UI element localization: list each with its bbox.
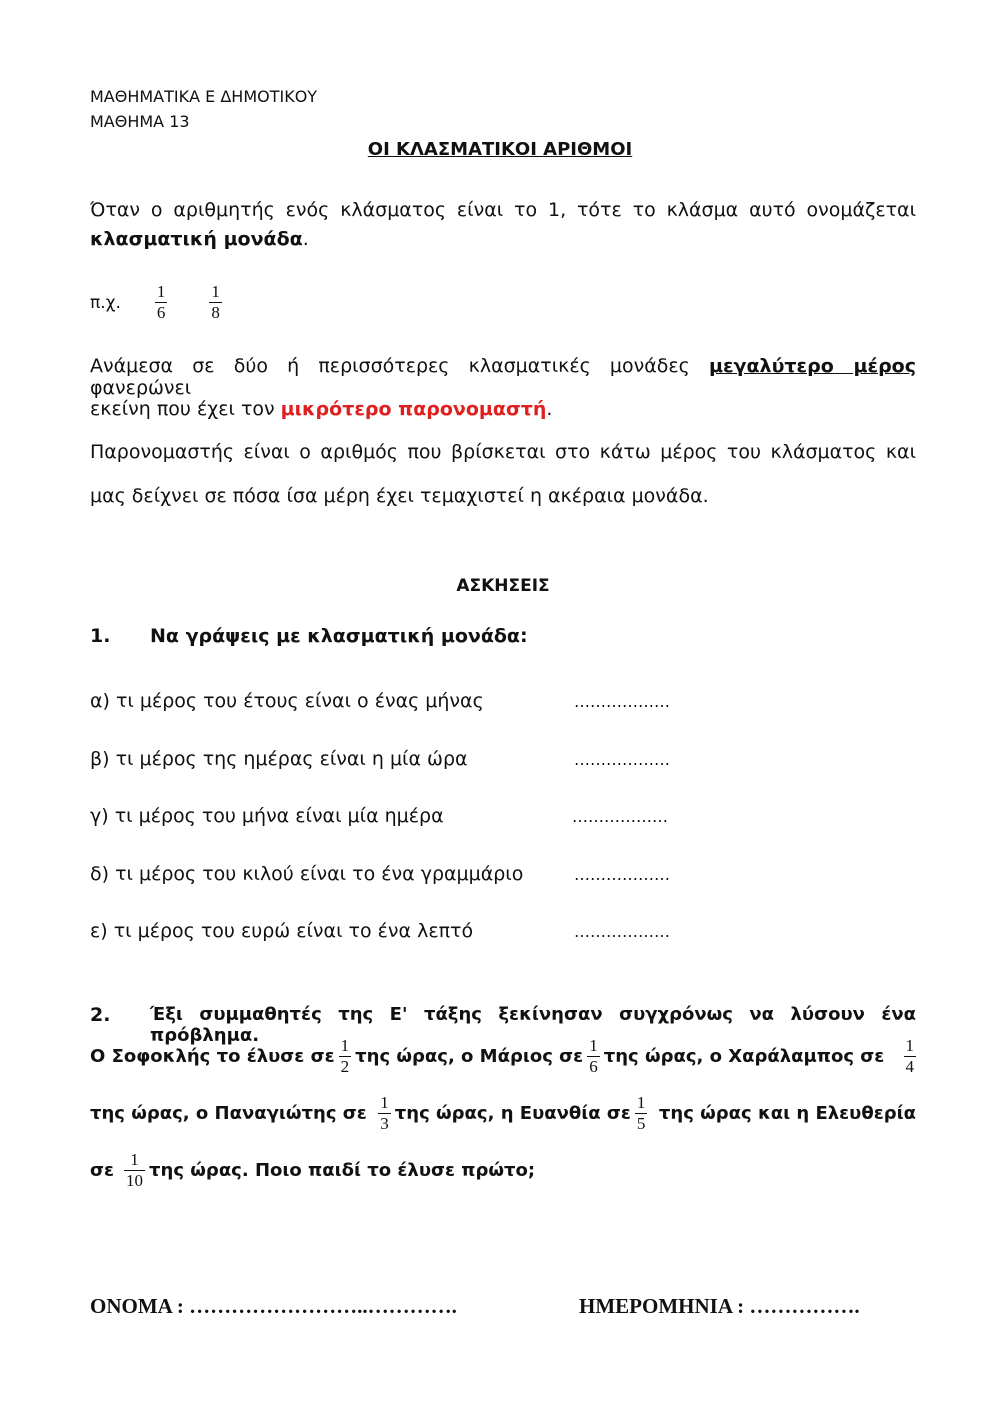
exercise-1-item-c: γ) τι μέρος του μήνα είναι μία ημέρα	[90, 805, 444, 827]
answer-blank-b[interactable]: ………………	[574, 750, 670, 769]
fraction-panagiotis: $\frac{1}{3}$	[380, 1093, 389, 1133]
fraction-marios: $\frac{1}{6}$	[589, 1036, 598, 1076]
rule-line-2: εκείνη που έχει τον μικρότερο παρονομαστή.	[90, 398, 553, 420]
exercise-2-line-4: σε $\frac{1}{10}$ της ώρας. Ποιο παιδί το έλυσε πρώτο;	[90, 1150, 536, 1190]
rule-line-1: Ανάμεσα σε δύο ή περισσότερες κλασματικές μονάδες μεγαλύτερο μέρος φανερώνει	[90, 355, 916, 399]
date-field[interactable]: ΗΜΕΡΟΜΗΝΙΑ : …………….	[579, 1294, 860, 1318]
exercise-1-number: 1.	[90, 625, 111, 647]
exercise-1-item-d: δ) τι μέρος του κιλού είναι το ένα γραμμάριο	[90, 863, 524, 885]
fraction-charalampos: $\frac{1}{4}$	[905, 1036, 914, 1076]
fraction-evanthia: $\frac{1}{5}$	[636, 1093, 646, 1133]
example-fraction-1: $\frac{1}{6}$	[156, 282, 166, 322]
emphasis-larger-part: μεγαλύτερο μέρος	[709, 355, 916, 377]
exercise-1-prompt: Να γράψεις με κλασματική μονάδα:	[150, 625, 528, 647]
example-label: π.χ.	[90, 292, 121, 313]
answer-blank-e[interactable]: ………………	[574, 922, 670, 941]
exercises-heading: ΑΣΚΗΣΕΙΣ	[456, 576, 550, 596]
example-fraction-2: $\frac{1}{8}$	[211, 282, 220, 322]
subject-heading: ΜΑΘΗΜΑΤΙΚΑ Ε ΔΗΜΟΤΙΚΟΥ	[90, 87, 318, 106]
lesson-number: ΜΑΘΗΜΑ 13	[90, 112, 190, 131]
term-end: .	[302, 228, 309, 250]
answer-blank-c[interactable]: ………………	[572, 807, 668, 826]
fraction-sofoklis: $\frac{1}{2}$	[340, 1036, 350, 1076]
exercise-2-number: 2.	[90, 1004, 111, 1026]
exercise-2-line-3: της ώρας, ο Παναγιώτης σε $\frac{1}{3}$ της ώρας, η Ευανθία σε $\frac{1}{5}$ της ώρας και η Ελευθερία	[90, 1093, 916, 1133]
examples-row	[90, 282, 226, 323]
exercise-2-line-2: Ο Σοφοκλής το έλυσε σε $\frac{1}{2}$ της ώρας, ο Μάριος σε $\frac{1}{6}$ της ώρας, ο Χαράλαμπος σε $\frac{1}{4}$	[90, 1036, 914, 1076]
answer-blank-a[interactable]: ………………	[574, 692, 670, 711]
fraction-eleftheria: $\frac{1}{10}$	[126, 1150, 144, 1190]
answer-blank-d[interactable]: ………………	[574, 865, 670, 884]
intro-line-2	[90, 228, 309, 250]
page-title	[0, 139, 1000, 160]
exercise-1-item-a: α) τι μέρος του έτους είναι ο ένας μήνας	[90, 690, 484, 712]
definition-line-1: Παρονομαστής είναι ο αριθμός που βρίσκεται στο κάτω μέρος του κλάσματος και	[90, 441, 916, 463]
page-title-text: ΟΙ ΚΛΑΣΜΑΤΙΚΟΙ ΑΡΙΘΜΟΙ	[367, 139, 633, 160]
emphasis-smaller-denominator: μικρότερο παρονομαστή	[280, 398, 547, 420]
exercise-2-line-1: Έξι συμμαθητές της Ε' τάξης ξεκίνησαν συγχρόνως να λύσουν ένα πρόβλημα.	[150, 1004, 916, 1046]
exercise-1-item-e: ε) τι μέρος του ευρώ είναι το ένα λεπτό	[90, 920, 474, 942]
exercise-1-item-b: β) τι μέρος της ημέρας είναι η μία ώρα	[90, 748, 468, 770]
name-field[interactable]: ΟΝΟΜΑ : ……………………..………….	[90, 1294, 457, 1318]
term-fraction-unit: κλασματική μονάδα	[90, 228, 303, 250]
intro-line-1: Όταν ο αριθμητής ενός κλάσματος είναι το 1, τότε το κλάσμα αυτό ονομάζεται	[90, 199, 916, 221]
definition-line-2: μας δείχνει σε πόσα ίσα μέρη έχει τεμαχιστεί η ακέραια μονάδα.	[90, 485, 709, 507]
